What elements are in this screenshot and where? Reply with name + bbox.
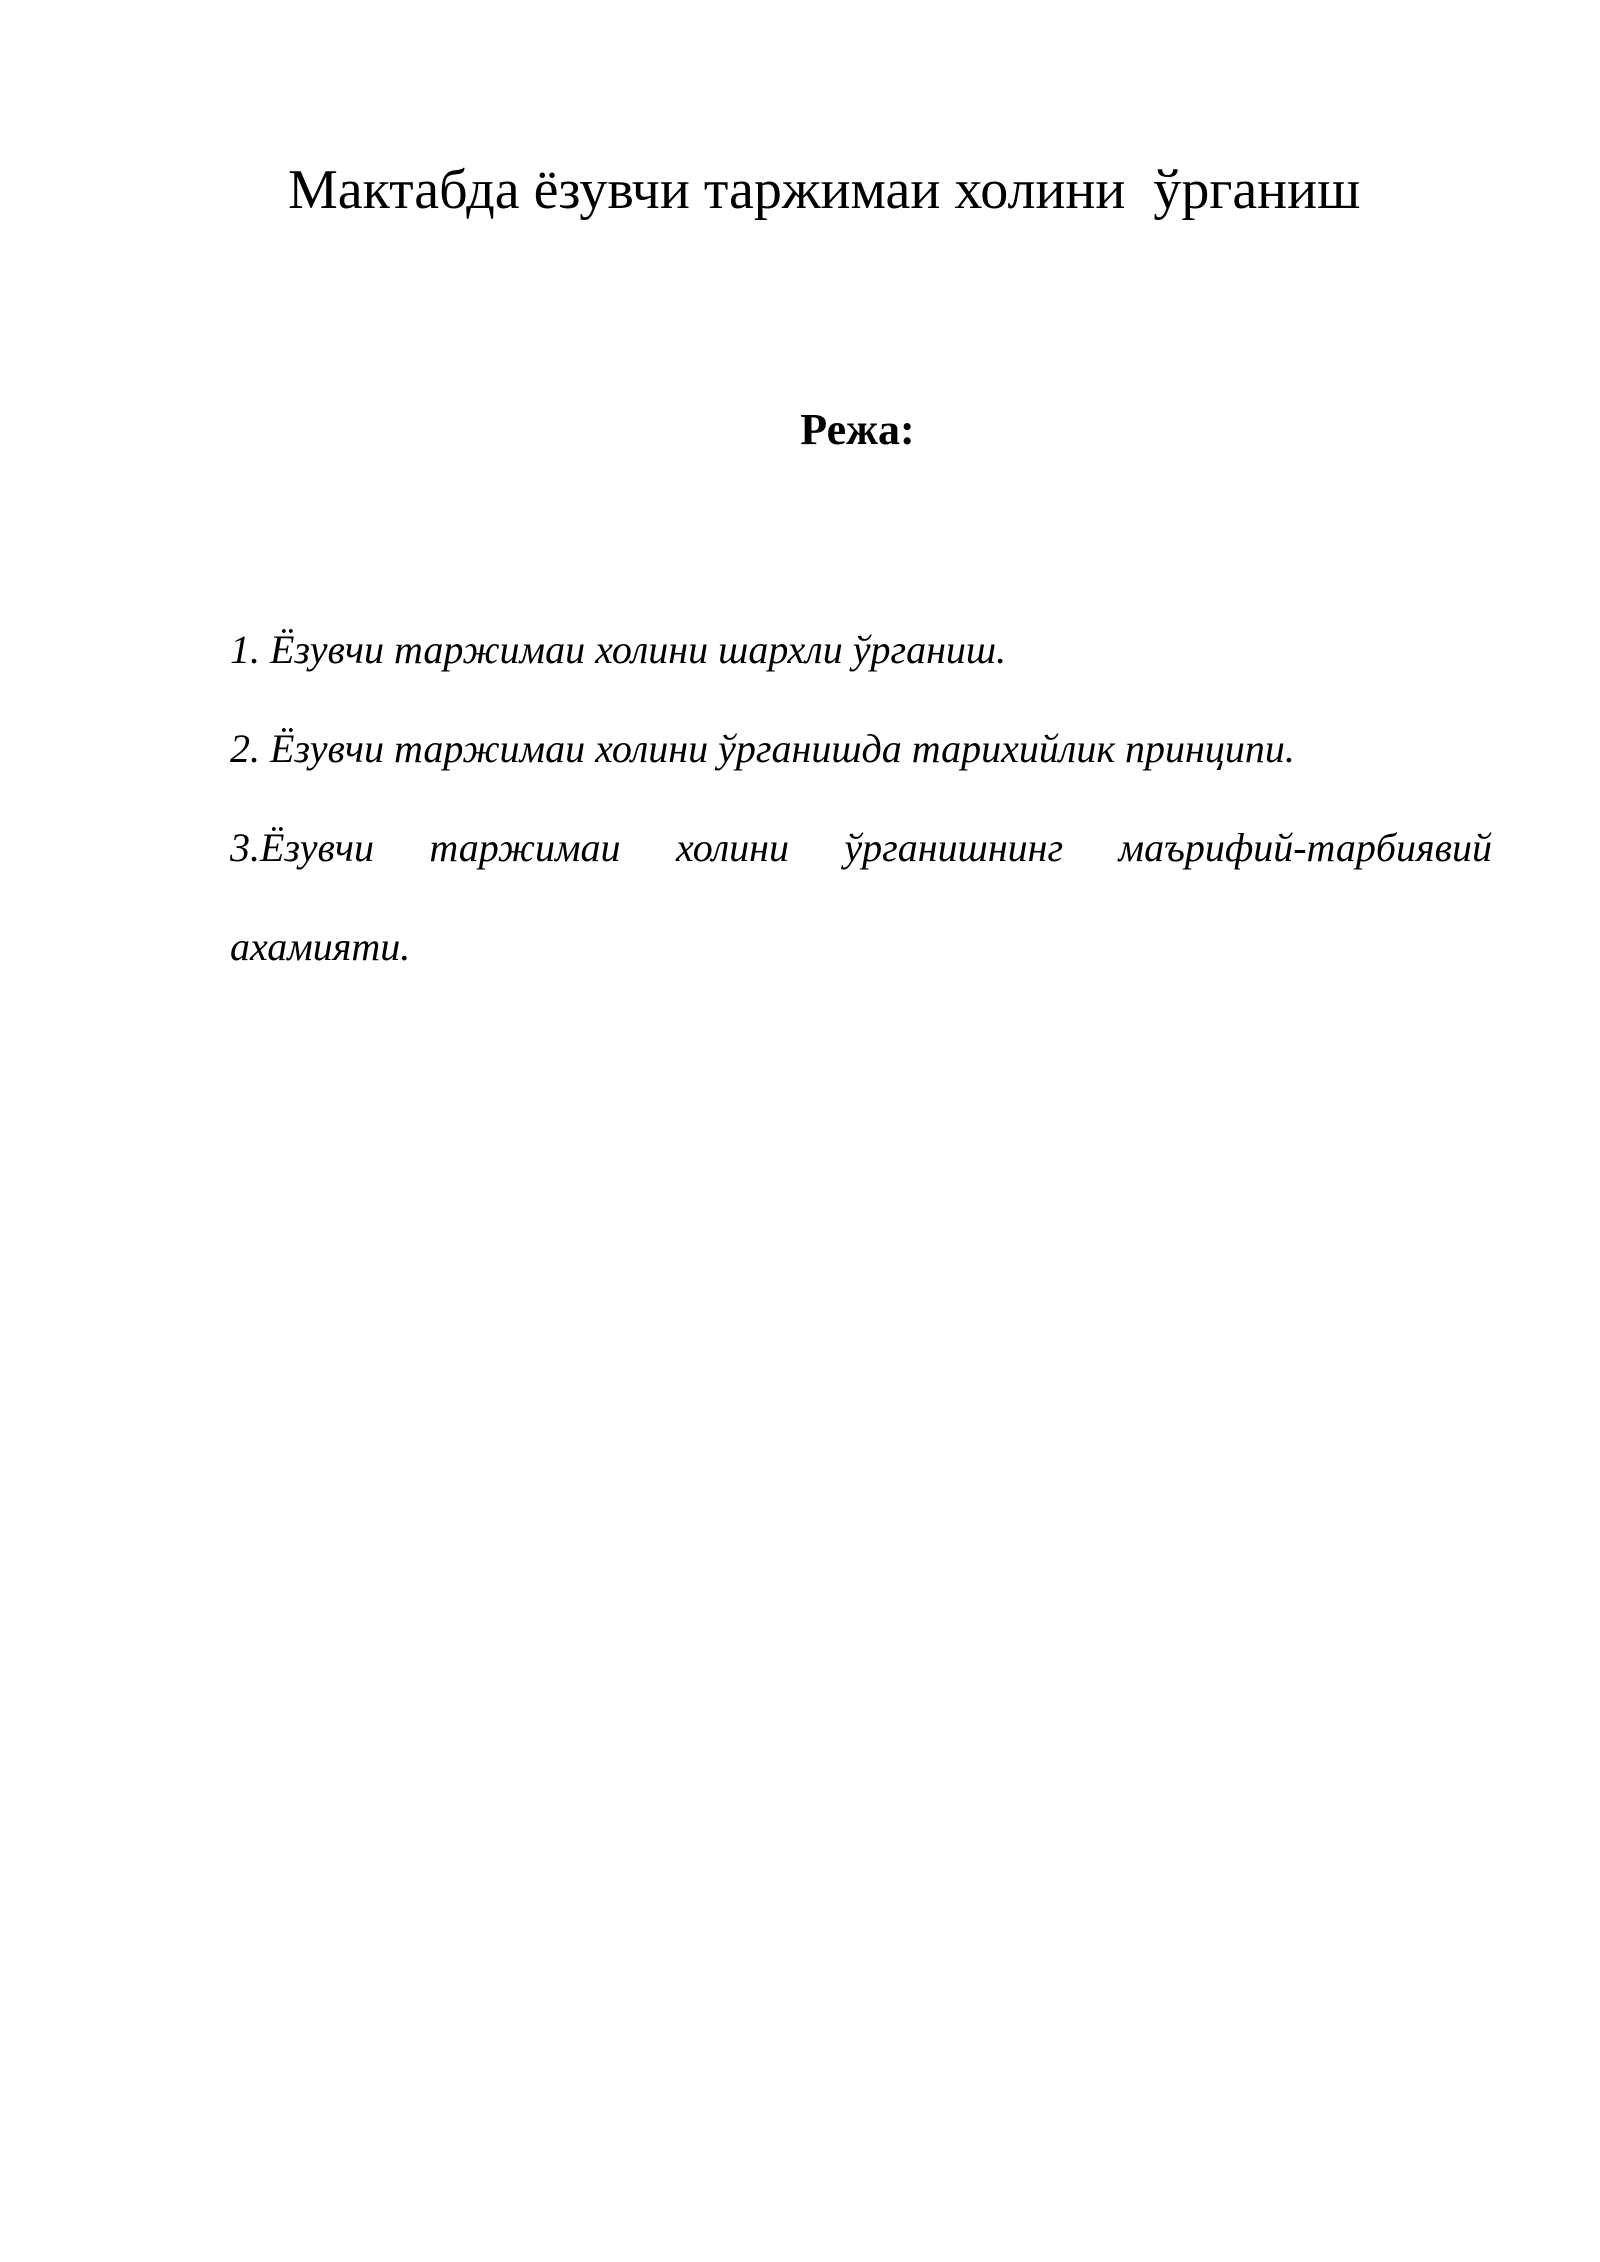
plan-item-3-line-1: 3.Ёзувчи таржимаи холини ўрганишнинг маърифий-тарбиявий [230,825,1492,870]
plan-item-3-line-2: ахамияти. [230,924,411,969]
plan-list [230,600,1492,996]
plan-item-1: 1. Ёзувчи таржимаи холини шархли ўрганиш. [230,627,1007,672]
plan-heading: Режа: [800,405,915,454]
document-title: Мактабда ёзувчи таржимаи холини ўрганиш [288,159,1361,221]
plan-item-3 [230,798,1492,996]
plan-item-2: 2. Ёзувчи таржимаи холини ўрганишда тарихийлик принципи. [230,726,1295,771]
